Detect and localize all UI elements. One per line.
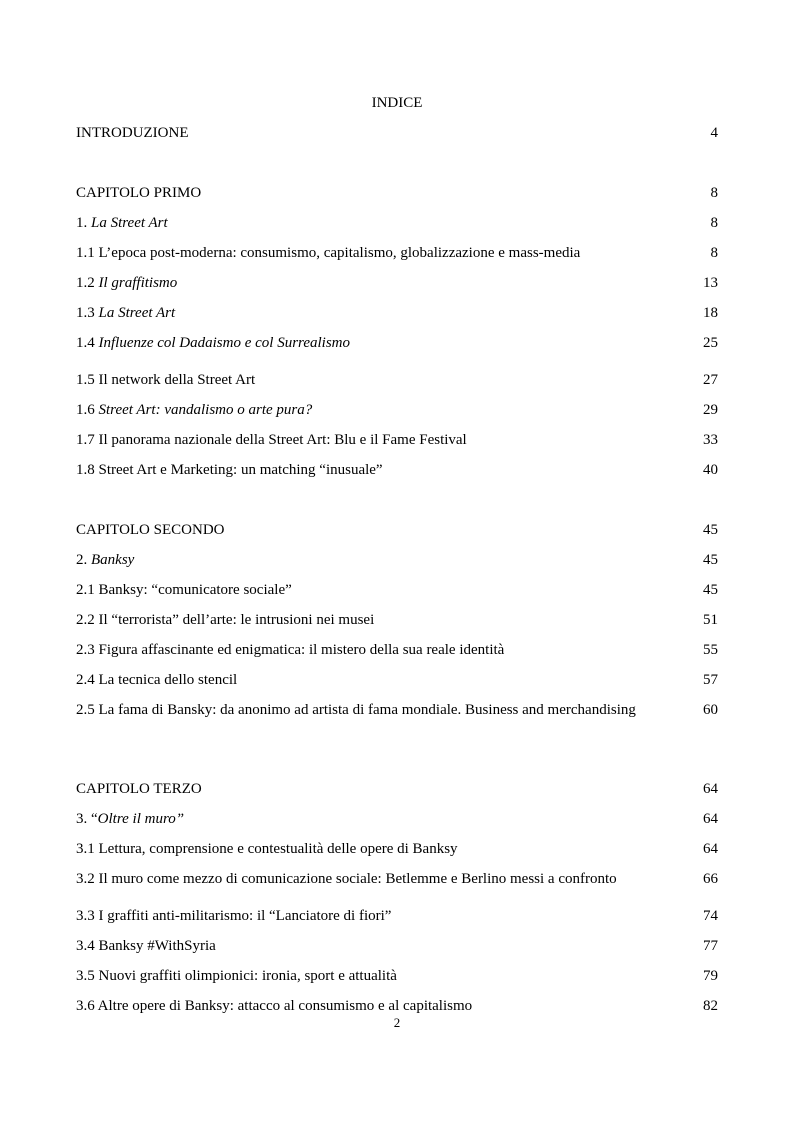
toc-entry-3-6[interactable] [76,996,718,1016]
toc-entry-page: 57 [703,672,718,688]
toc-entry-label-italic: Banksy [91,552,135,568]
toc-entry-page: 29 [703,402,718,418]
toc-entry-page: 4 [710,125,718,141]
toc-entry-page: 64 [703,811,718,827]
toc-entry-page: 8 [710,245,718,261]
toc-entry-label: 3.4 Banksy #WithSyria [76,938,216,954]
toc-entry-capitolo-terzo[interactable] [76,779,718,799]
toc-entry-label: 1.2 [76,275,99,291]
index-title: INDICE [371,95,423,111]
page-number: 2 [393,1015,401,1030]
toc-entry-label: 3.1 Lettura, comprensione e contestualità delle opere di Banksy [76,841,458,857]
toc-entry-2-4[interactable] [76,670,718,690]
toc-entry-label-italic: Street Art: vandalismo o arte pura? [98,402,313,418]
toc-entry-1-1[interactable] [76,243,718,263]
toc-entry-page: 45 [703,582,718,598]
toc-entry-label: 3.2 Il muro come mezzo di comunicazione sociale: Betlemme e Berlino messi a confronto [76,871,617,887]
toc-entry-page: 8 [710,215,718,231]
toc-entry-page: 45 [703,522,718,538]
toc-entry-2-1[interactable] [76,580,718,600]
toc-entry-page: 45 [703,552,718,568]
toc-entry-label: 1.5 Il network della Street Art [76,372,256,388]
toc-entry-label: 1.3 [76,305,99,321]
toc-entry-page: 8 [710,185,718,201]
toc-entry-3-3[interactable] [76,906,718,926]
toc-entry-label-italic: Influenze col Dadaismo e col Surrealismo [98,335,350,351]
toc-entry-label: CAPITOLO PRIMO [76,185,202,201]
toc-entry-3-1[interactable] [76,839,718,859]
toc-entry-page: 40 [703,462,718,478]
toc-entry-capitolo-secondo[interactable] [76,520,718,540]
toc-entry-label: 1.6 [76,402,99,418]
toc-entry-1[interactable] [76,213,718,233]
toc-entry-label: 2.5 La fama di Bansky: da anonimo ad artista di fama mondiale. Business and merchandising [76,702,636,718]
toc-entry-label: INTRODUZIONE [76,125,189,141]
toc-entry-page: 33 [703,432,718,448]
toc-entry-1-3[interactable] [76,303,718,323]
toc-entry-introduzione[interactable] [76,123,718,143]
toc-entry-3-5[interactable] [76,966,718,986]
toc-entry-3-2[interactable] [76,869,718,889]
toc-entry-2-3[interactable] [76,640,718,660]
toc-entry-page: 79 [703,968,718,984]
toc-entry-3[interactable] [76,809,718,829]
toc-entry-page: 60 [703,702,718,718]
toc-entry-label: CAPITOLO SECONDO [76,522,225,538]
toc-entry-label: 3.5 Nuovi graffiti olimpionici: ironia, sport e attualità [76,968,397,984]
toc-entry-label: 1.1 L’epoca post-moderna: consumismo, capitalismo, globalizzazione e mass-media [76,245,581,261]
toc-entry-label: 3.6 Altre opere di Banksy: attacco al consumismo e al capitalismo [76,998,473,1014]
toc-entry-page: 13 [703,275,718,291]
toc-entry-label: 2.4 La tecnica dello stencil [76,672,238,688]
toc-entry-2-5[interactable] [76,700,718,720]
toc-entry-label: CAPITOLO TERZO [76,781,202,797]
toc-entry-capitolo-primo[interactable] [76,183,718,203]
toc-entry-page: 51 [703,612,718,628]
toc-entry-1-7[interactable] [76,430,718,450]
toc-entry-label-italic: La Street Art [91,215,168,231]
toc-entry-page: 55 [703,642,718,658]
toc-entry-1-6[interactable] [76,400,718,420]
toc-entry-label: 2.3 Figura affascinante ed enigmatica: il mistero della sua reale identità [76,642,505,658]
toc-entry-label: 1.7 Il panorama nazionale della Street Art: Blu e il Fame Festival [76,432,467,448]
toc-entry-1-5[interactable] [76,370,718,390]
toc-entry-page: 64 [703,841,718,857]
toc-entry-label: 2.1 Banksy: “comunicatore sociale” [76,582,292,598]
toc-entry-page: 74 [703,908,718,924]
toc-entry-1-4[interactable] [76,333,718,353]
toc-entry-label: 1.8 Street Art e Marketing: un matching “inusuale” [76,462,383,478]
toc-entry-1-8[interactable] [76,460,718,480]
toc-entry-label: 2.2 Il “terrorista” dell’arte: le intrusioni nei musei [76,612,375,628]
toc-entry-3-4[interactable] [76,936,718,956]
toc-entry-2[interactable] [76,550,718,570]
toc-entry-page: 18 [703,305,718,321]
toc-entry-page: 77 [703,938,718,954]
toc-entry-page: 64 [703,781,718,797]
toc-entry-label: 2. [76,552,91,568]
toc-entry-label: 1.4 [76,335,99,351]
toc-entry-page: 82 [703,998,718,1014]
toc-entry-page: 27 [703,372,718,388]
toc-entry-2-2[interactable] [76,610,718,630]
toc-entry-label-italic: La Street Art [98,305,176,321]
toc-entry-label-italic: Oltre il muro” [97,811,185,827]
toc-entry-label: 1. [76,215,91,231]
toc-entry-1-2[interactable] [76,273,718,293]
toc-entry-page: 66 [703,871,718,887]
toc-entry-label: 3.3 I graffiti anti-militarismo: il “Lanciatore di fiori” [76,908,392,924]
toc-entry-page: 25 [703,335,718,351]
toc-entry-label-italic: Il graffitismo [98,275,178,291]
toc-entry-label: 3. “ [76,811,98,827]
